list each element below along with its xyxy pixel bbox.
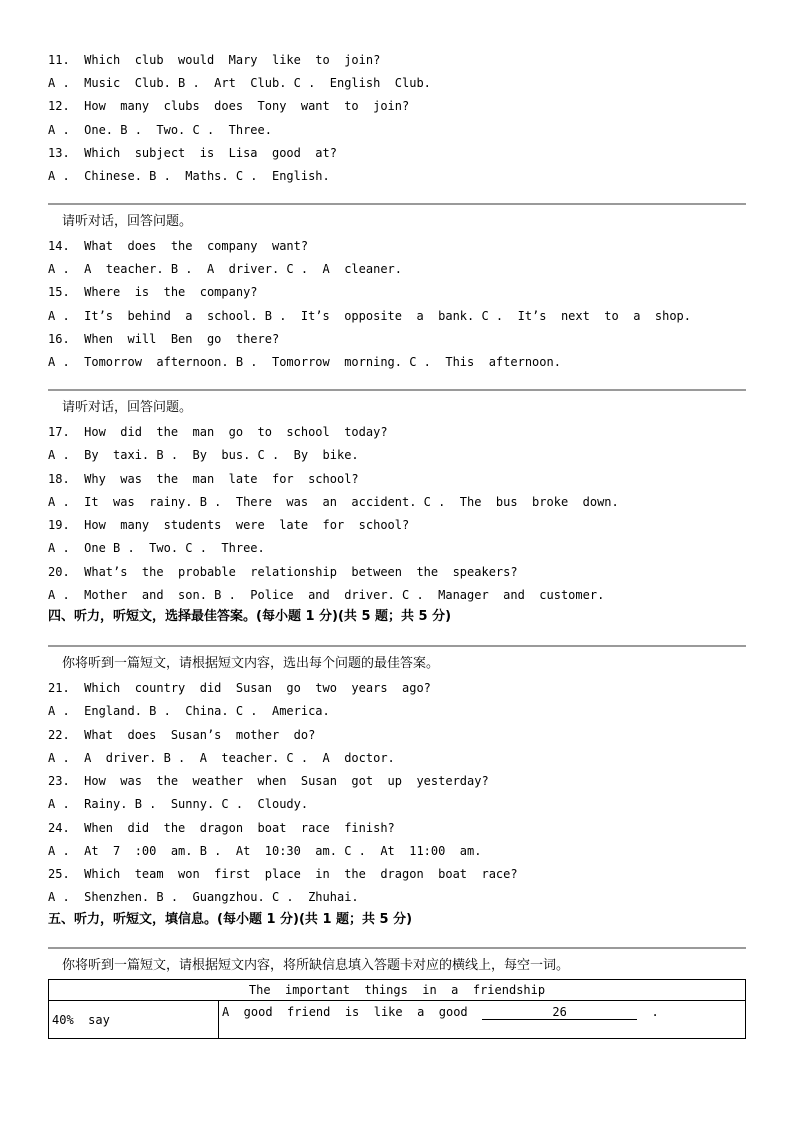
section-divider — [48, 203, 746, 205]
sentence-suffix: . — [651, 1005, 659, 1019]
question-17: 17. How did the man go to school today? — [48, 425, 388, 439]
instruction-dialogue: 请听对话，回答问题。 — [62, 400, 193, 415]
section-divider — [48, 389, 746, 391]
question-22: 22. What does Susan’s mother do? — [48, 728, 316, 742]
question-18: 18. Why was the man late for school? — [48, 472, 359, 486]
options-21: A . England. B . China. C . America. — [48, 704, 330, 718]
options-16: A . Tomorrow afternoon. B . Tomorrow morning. C . This afternoon. — [48, 355, 561, 369]
options-14: A . A teacher. B . A driver. C . A cleaner. — [48, 262, 403, 276]
question-24: 24. When did the dragon boat race finish? — [48, 821, 395, 835]
question-11: 11. Which club would Mary like to join? — [48, 53, 381, 67]
question-23: 23. How was the weather when Susan got up yesterday? — [48, 774, 489, 788]
fill-in-table — [48, 979, 746, 1039]
instruction-fill-in: 你将听到一篇短文，请根据短文内容，将所缺信息填入答题卡对应的横线上，每空一词。 — [62, 958, 570, 973]
options-13: A . Chinese. B . Maths. C . English. — [48, 169, 330, 183]
question-25: 25. Which team won first place in the dragon boat race? — [48, 867, 518, 881]
question-12: 12. How many clubs does Tony want to join? — [48, 99, 410, 113]
question-13: 13. Which subject is Lisa good at? — [48, 146, 337, 160]
section-heading-5: 五、听力，听短文，填信息。(每小题 1 分)(共 1 题；共 5 分) — [48, 912, 413, 927]
section-heading-4: 四、听力，听短文，选择最佳答案。(每小题 1 分)(共 5 题；共 5 分) — [48, 609, 452, 624]
options-23: A . Rainy. B . Sunny. C . Cloudy. — [48, 797, 309, 811]
options-18: A . It was rainy. B . There was an accident. C . The bus broke down. — [48, 495, 619, 509]
sentence-prefix: A good friend is like a good — [222, 1005, 468, 1019]
question-19: 19. How many students were late for school? — [48, 518, 410, 532]
table-left-cell: 40% say — [49, 1001, 219, 1039]
question-15: 15. Where is the company? — [48, 285, 258, 299]
question-21: 21. Which country did Susan go two years ago? — [48, 681, 431, 695]
instruction-passage: 你将听到一篇短文，请根据短文内容，选出每个问题的最佳答案。 — [62, 656, 440, 671]
question-14: 14. What does the company want? — [48, 239, 309, 253]
section-divider — [48, 947, 746, 949]
section-divider — [48, 645, 746, 647]
table-title: The important things in a friendship — [49, 980, 746, 1001]
options-15: A . It’s behind a school. B . It’s opposite a bank. C . It’s next to a shop. — [48, 309, 691, 323]
question-16: 16. When will Ben go there? — [48, 332, 280, 346]
options-11: A . Music Club. B . Art Club. C . English Club. — [48, 76, 431, 90]
options-24: A . At 7 :00 am. B . At 10:30 am. C . At 11:00 am. — [48, 844, 482, 858]
options-22: A . A driver. B . A teacher. C . A doctor. — [48, 751, 395, 765]
table-right-cell — [219, 1001, 746, 1039]
options-20: A . Mother and son. B . Police and driver. C . Manager and customer. — [48, 588, 605, 602]
instruction-dialogue: 请听对话，回答问题。 — [62, 214, 193, 229]
answer-blank-26[interactable]: 26 — [482, 1006, 637, 1020]
options-12: A . One. B . Two. C . Three. — [48, 123, 272, 137]
options-19: A . One B . Two. C . Three. — [48, 541, 265, 555]
question-20: 20. What’s the probable relationship between the speakers? — [48, 565, 518, 579]
options-25: A . Shenzhen. B . Guangzhou. C . Zhuhai. — [48, 890, 359, 904]
options-17: A . By taxi. B . By bus. C . By bike. — [48, 448, 359, 462]
